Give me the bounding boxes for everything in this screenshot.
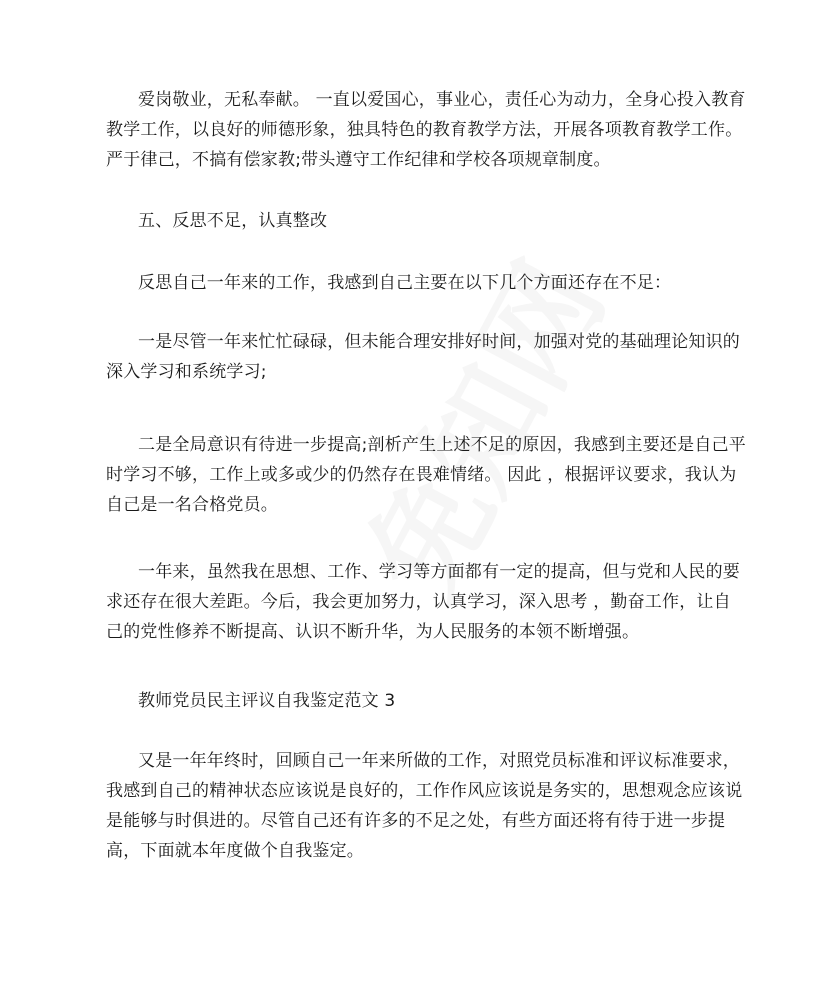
document-subtitle: 教师党员民主评议自我鉴定范文 3 [138, 691, 396, 711]
paragraph-shortcoming-two: 二是全局意识有待进一步提高;剖析产生上述不足的原因，我感到主要还是自己平时学习不够，工作上或多或少的仍然存在畏难情绪。 因此 ，根据评议要求，我认为自己是一名合格党员。 [106, 435, 746, 515]
paragraph-self-assessment: 又是一年年终时，回顾自己一年来所做的工作，对照党员标准和评议标准要求，我感到自己的精神状态应该说是良好的，工作作风应该说是务实的，思想观念应该说是能够与时俱进的。尽管自己还有许多的不足之处，有些方面还将有待于进一步提高，下面就本年度做个自我鉴定。 [106, 751, 743, 861]
paragraph-reflection-intro: 反思自己一年来的工作，我感到自己主要在以下几个方面还存在不足： [138, 273, 672, 293]
section-heading-reflection: 五、反思不足，认真整改 [138, 211, 328, 231]
paragraph-year-summary: 一年来，虽然我在思想、工作、学习等方面都有一定的提高，但与党和人民的要求还存在很大差距。今后，我会更加努力，认真学习，深入思考 ，勤奋工作，让自己的党性修养不断提高、认识不断升华，为人民服务的本领不断增强。 [106, 562, 740, 642]
paragraph-shortcoming-one: 一是尽管一年来忙忙碌碌，但未能合理安排好时间，加强对党的基础理论知识的深入学习和系统学习; [106, 332, 740, 382]
paragraph-dedication: 爱岗敬业，无私奉献。 一直以爱国心，事业心，责任心为动力，全身心投入教育教学工作，以良好的师德形象，独具特色的教育教学方法，开展各项教育教学工作。严于律己，不搞有偿家教;带头遵守工作纪律和学校各项规章制度。 [106, 90, 746, 170]
